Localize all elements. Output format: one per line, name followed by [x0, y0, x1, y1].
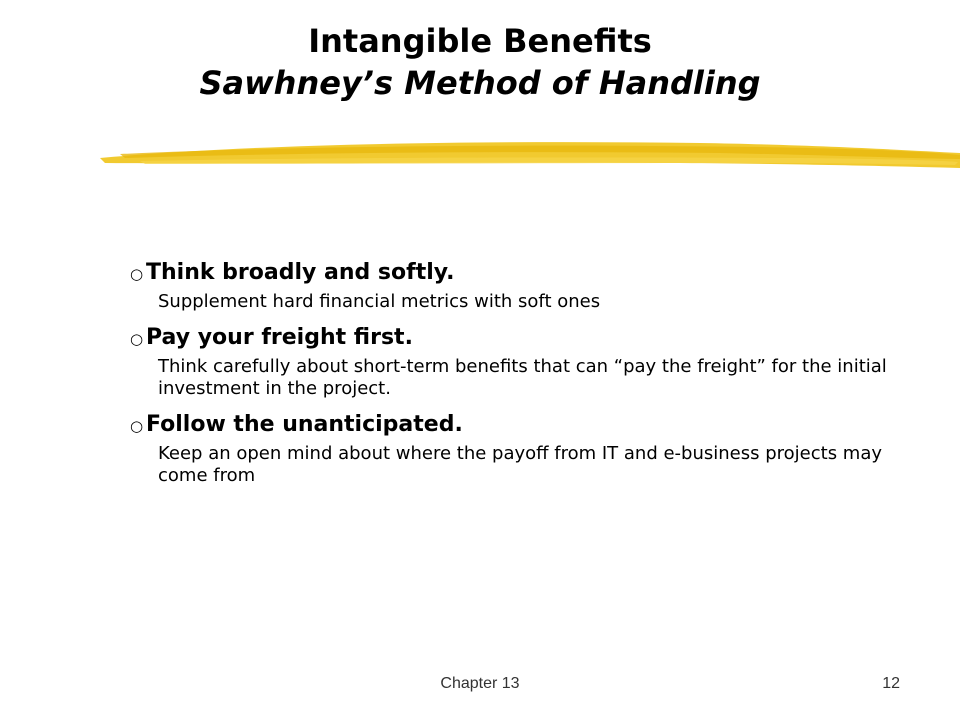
bullet-heading: Follow the unanticipated.	[146, 412, 463, 437]
bullet-detail: Supplement hard financial metrics with soft ones	[158, 291, 601, 312]
bullet-detail: Think carefully about short-term benefits that can “pay the freight” for the initial investment in the project.	[158, 356, 887, 399]
bullet-circle-icon: ○	[130, 265, 144, 283]
bullet-item	[130, 323, 890, 400]
bullet-item	[130, 258, 890, 313]
bullet-detail: Keep an open mind about where the payoff from IT and e-business projects may come from	[158, 443, 883, 486]
bullet-item	[130, 410, 890, 487]
bullet-heading: Pay your freight first.	[146, 325, 413, 350]
title-line-2: Sawhney’s Method of Handling	[199, 64, 761, 102]
bullet-list	[130, 258, 890, 497]
bullet-circle-icon: ○	[130, 330, 144, 348]
title-line-1: Intangible Benefits	[308, 22, 652, 60]
page-number: 12	[882, 675, 900, 692]
footer-chapter: Chapter 13	[440, 675, 520, 692]
bullet-circle-icon: ○	[130, 417, 144, 435]
bullet-heading: Think broadly and softly.	[146, 260, 455, 285]
slide-title	[0, 20, 960, 104]
